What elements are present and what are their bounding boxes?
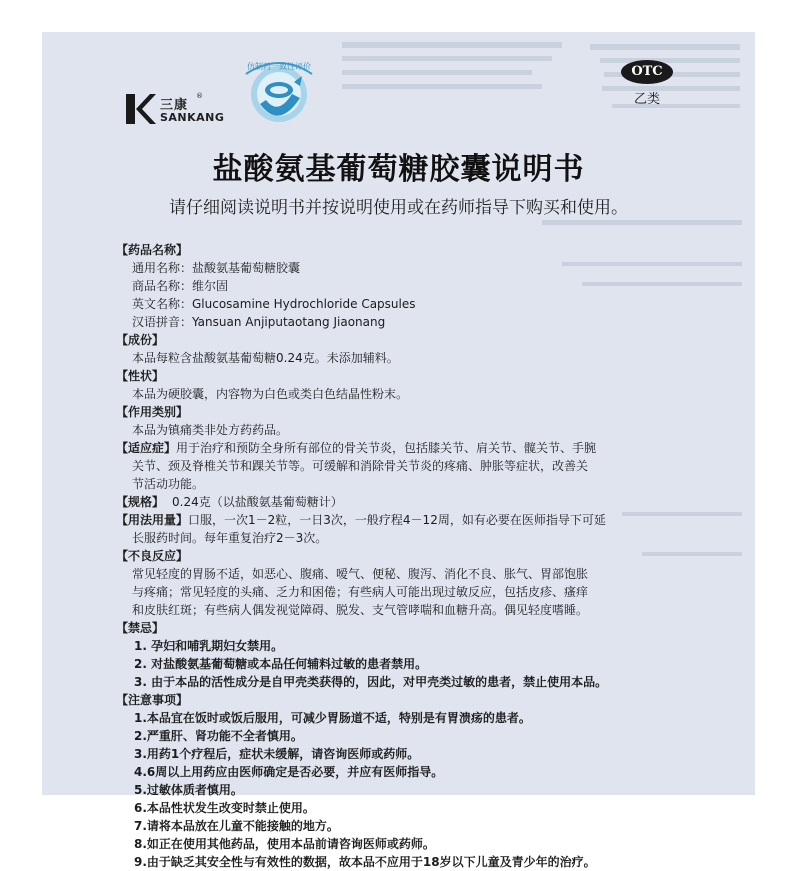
document-subtitle: 请仔细阅读说明书并按说明使用或在药师指导下购买和使用。 <box>169 198 628 218</box>
brand-k-icon <box>126 92 156 126</box>
otc-oval: OTC <box>621 60 673 84</box>
heading-indications: 【适应症】 <box>116 441 177 455</box>
indications-text-1: 用于治疗和预防全身所有部位的骨关节炎，包括膝关节、肩关节、髋关节、手腕 <box>176 441 597 455</box>
precaution-item: 6.本品性状发生改变时禁止使用。 <box>134 801 315 815</box>
precaution-item: 9.由于缺乏其安全性与有效性的数据，故本品不应用于18岁以下儿童及青少年的治疗。 <box>134 855 596 869</box>
contraindication-item: 2. 对盐酸氨基葡萄糖或本品任何辅料过敏的患者禁用。 <box>134 657 428 671</box>
precaution-item: 2.严重肝、肾功能不全者慎用。 <box>134 729 303 743</box>
spec-text: 0.24克（以盐酸氨基葡萄糖计） <box>172 495 343 509</box>
registered-mark: ® <box>196 92 203 100</box>
heading-contraindications: 【禁忌】 <box>116 621 165 635</box>
heading-category: 【作用类别】 <box>116 405 189 419</box>
precaution-item: 1.本品宜在饭时或饭后服用，可减少胃肠道不适，特别是有胃溃疡的患者。 <box>134 711 531 725</box>
indications-line-1 <box>116 439 746 457</box>
heading-dosage: 【用法用量】 <box>116 513 189 527</box>
badge-text: 仿制药一致性评价 <box>247 62 311 71</box>
heading-properties: 【性状】 <box>116 369 165 383</box>
indications-line-3: 节活动功能。 <box>132 477 205 491</box>
pinyin-name: 汉语拼音：Yansuan Anjiputaotang Jiaonang <box>132 315 386 329</box>
heading-ingredients: 【成份】 <box>116 333 165 347</box>
precaution-item: 3.用药1个疗程后，症状未缓解，请咨询医师或药师。 <box>134 747 420 761</box>
english-name: 英文名称：Glucosamine Hydrochloride Capsules <box>132 297 416 311</box>
precaution-item: 7.请将本品放在儿童不能接触的地方。 <box>134 819 339 833</box>
precaution-item: 8.如正在使用其他药品，使用本品前请咨询医师或药师。 <box>134 837 435 851</box>
brand-name-en: SANKANG <box>160 111 225 124</box>
leaflet-sheet <box>42 32 755 869</box>
dosage-line-1 <box>116 511 746 529</box>
brand-logo <box>126 92 226 132</box>
brand-name-cn: 三康 <box>160 98 189 113</box>
leaflet-body <box>116 241 746 871</box>
category-text: 本品为镇痛类非处方药药品。 <box>132 423 289 437</box>
adverse-line-1: 常见轻度的胃肠不适，如恶心、腹痛、嗳气、便秘、腹泻、消化不良、胀气、胃部饱胀 <box>132 567 589 581</box>
heading-adverse: 【不良反应】 <box>116 549 189 563</box>
spec-line <box>116 493 746 511</box>
consistency-evaluation-badge-icon <box>238 42 320 130</box>
contraindication-item: 1. 孕妇和哺乳期妇女禁用。 <box>134 639 284 653</box>
heading-precautions: 【注意事项】 <box>116 693 189 707</box>
contraindication-item: 3. 由于本品的活性成分是自甲壳类获得的，因此，对甲壳类过敏的患者，禁止使用本品。 <box>134 675 608 689</box>
precaution-item: 5.过敏体质者慎用。 <box>134 783 243 797</box>
heading-drug-name: 【药品名称】 <box>116 243 189 257</box>
adverse-line-3: 和皮肤红斑；有些病人偶发视觉障碍、脱发、支气管哮喘和血糖升高。偶见轻度嗜睡。 <box>132 603 589 617</box>
adverse-line-2: 与疼痛；常见轻度的头痛、乏力和困倦；有些病人可能出现过敏反应，包括皮疹、瘙痒 <box>132 585 589 599</box>
ingredients-text: 本品每粒含盐酸氨基葡萄糖0.24克。未添加辅料。 <box>132 351 399 365</box>
generic-name: 通用名称：盐酸氨基葡萄糖胶囊 <box>132 261 301 275</box>
indications-line-2: 关节、颈及脊椎关节和踝关节等。可缓解和消除骨关节炎的疼痛、肿胀等症状，改善关 <box>132 459 589 473</box>
otc-mark <box>620 60 674 124</box>
trade-name: 商品名称：维尔固 <box>132 279 229 293</box>
dosage-text-1: 口服，一次1－2粒，一日3次，一般疗程4－12周，如有必要在医师指导下可延 <box>188 513 606 527</box>
dosage-line-2: 长服药时间。每年重复治疗2－3次。 <box>132 531 328 545</box>
precaution-item: 4.6周以上用药应由医师确定是否必要，并应有医师指导。 <box>134 765 444 779</box>
properties-text: 本品为硬胶囊，内容物为白色或类白色结晶性粉末。 <box>132 387 409 401</box>
heading-spec: 【规格】 <box>116 495 165 509</box>
document-title: 盐酸氨基葡萄糖胶囊说明书 <box>212 152 585 187</box>
otc-category: 乙类 <box>633 92 660 107</box>
